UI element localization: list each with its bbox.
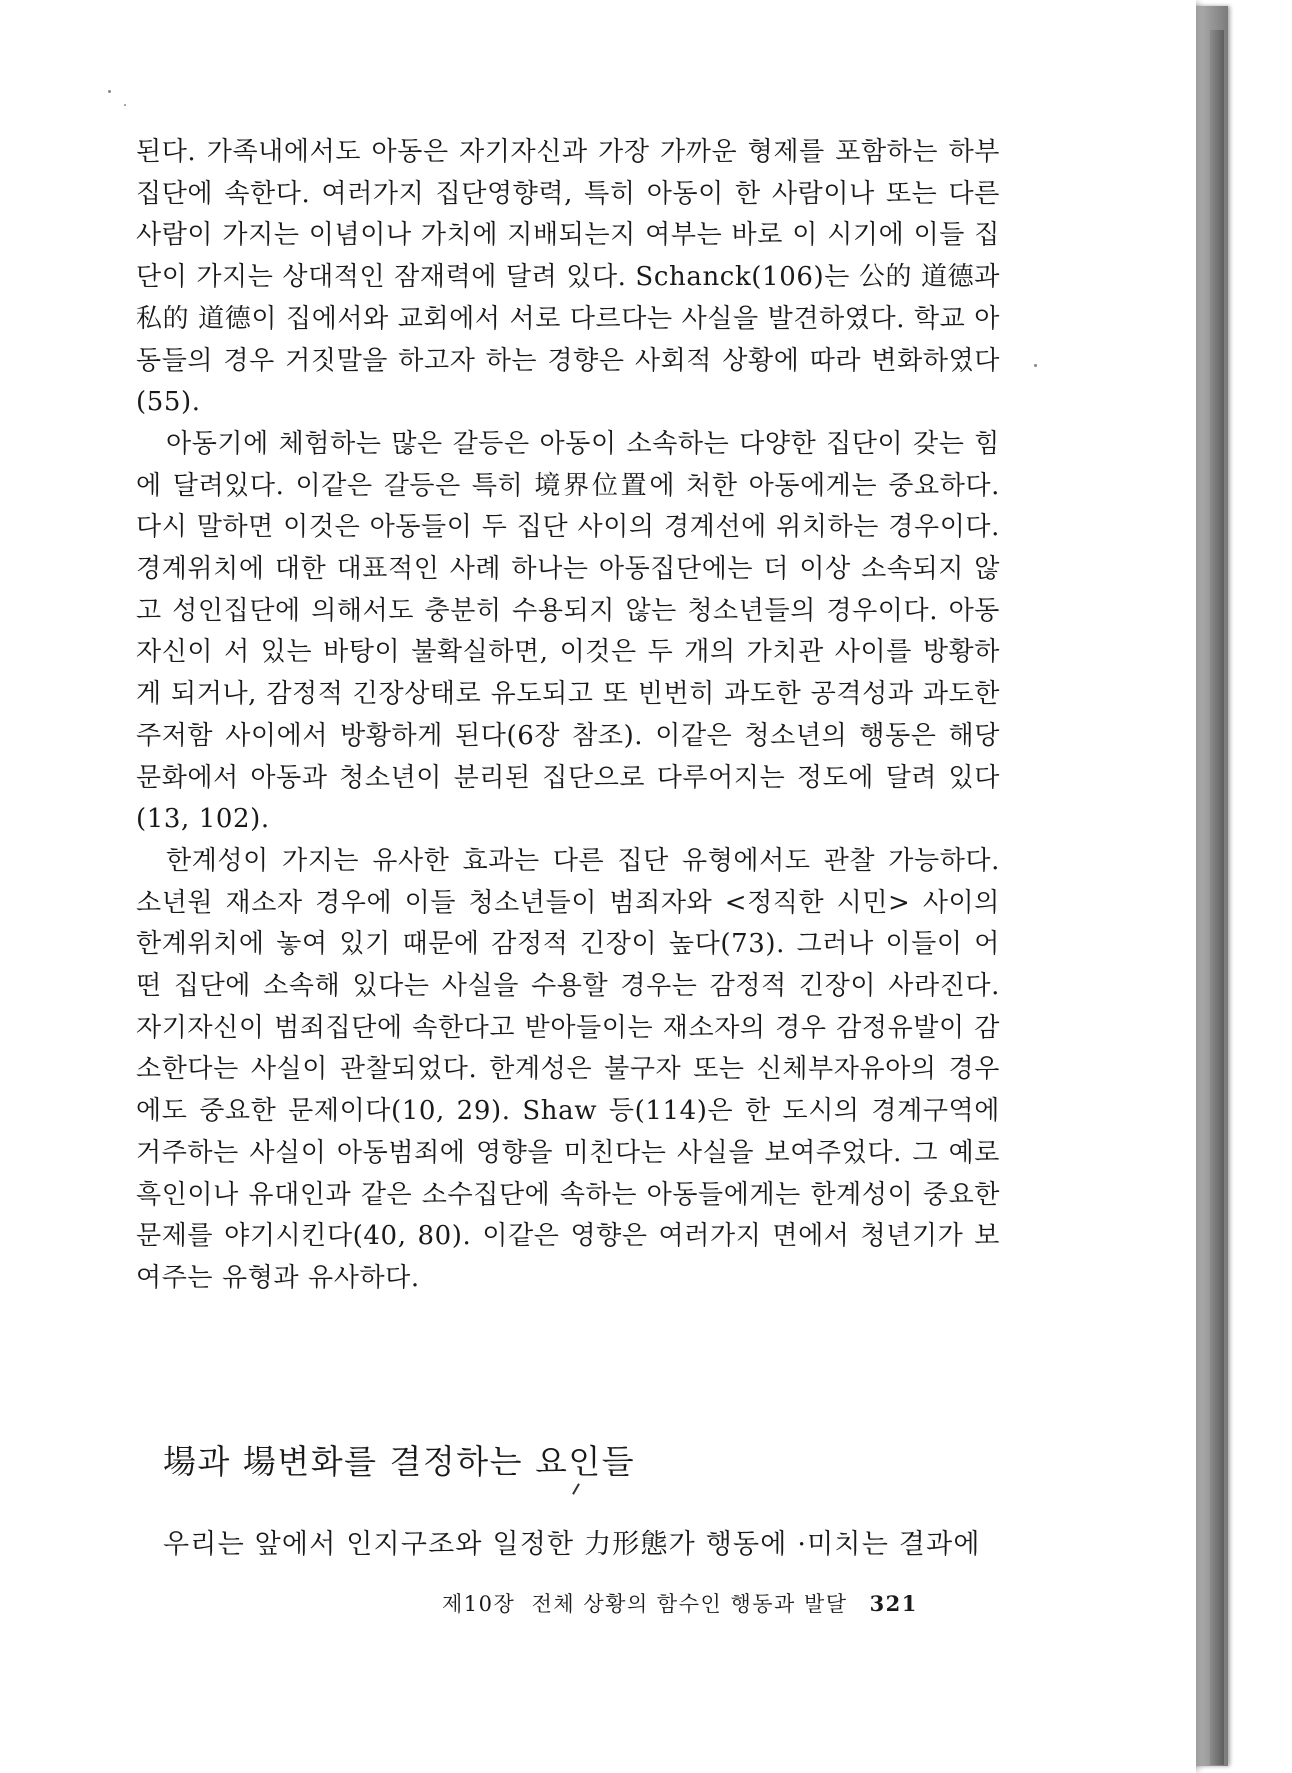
- section-heading: 場과 場변화를 결정하는 요인들: [163, 1442, 636, 1481]
- paragraph: 된다. 가족내에서도 아동은 자기자신과 가장 가까운 형제를 포함하는 하부집단에 속한다. 여러가지 집단영향력, 특히 아동이 한 사람이나 또는 다른 사람이 가지는 이념이나 가치에 지배되는지 여부는 바로 이 시기에 이들 집단이 가지는 상대적인 잠재력에 달려 있다. Schanck(106)는 公的 道德과 私的 道德이 집에서와 교회에서 서로 다르다는 사실을 발견하였다. 학교 아동들의 경우 거짓말을 하고자 하는 경향은 사회적 상황에 따라 변화하였다(55).: [136, 137, 1000, 418]
- running-footer: [442, 1588, 918, 1618]
- page-stack-edge: [1210, 30, 1224, 1765]
- footer-chapter-title: 제10장 전체 상황의 함수인 행동과 발달: [442, 1592, 848, 1616]
- body-text: [136, 132, 1000, 1300]
- paper-speck: [124, 104, 126, 106]
- paper-speck: [1034, 364, 1037, 367]
- section-first-line: 우리는 앞에서 인지구조와 일정한 力形態가 행동에 ·미치는 결과에: [163, 1529, 981, 1560]
- paragraph: 한계성이 가지는 유사한 효과는 다른 집단 유형에서도 관찰 가능하다. 소년원 재소자 경우에 이들 청소년들이 범죄자와 <정직한 시민> 사이의 한계위치에 놓여 있기 때문에 감정적 긴장이 높다(73). 그러나 이들이 어떤 집단에 소속해 있다는 사실을 수용할 경우는 감정적 긴장이 사라진다. 자기자신이 범죄집단에 속한다고 받아들이는 재소자의 경우 감정유발이 감소한다는 사실이 관찰되었다. 한계성은 불구자 또는 신체부자유아의 경우에도 중요한 문제이다(10, 29). Shaw 등(114)은 한 도시의 경계구역에 거주하는 사실이 아동범죄에 영향을 미친다는 사실을 보여주었다. 그 예로 흑인이나 유대인과 같은 소수집단에 속하는 아동들에게는 한계성이 중요한 문제를 야기시킨다(40, 80). 이같은 영향은 여러가지 면에서 청년기가 보여주는 유형과 유사하다.: [136, 845, 1000, 1293]
- page-number: 321: [869, 1591, 918, 1616]
- pen-mark: [572, 1483, 580, 1494]
- paragraph: 아동기에 체험하는 많은 갈등은 아동이 소속하는 다양한 집단이 갖는 힘에 달려있다. 이같은 갈등은 특히 境界位置에 처한 아동에게는 중요하다. 다시 말하면 이것은 아동들이 두 집단 사이의 경계선에 위치하는 경우이다. 경계위치에 대한 대표적인 사례 하나는 아동집단에는 더 이상 소속되지 않고 성인집단에 의해서도 충분히 수용되지 않는 청소년들의 경우이다. 아동자신이 서 있는 바탕이 불확실하면, 이것은 두 개의 가치관 사이를 방황하게 되거나, 감정적 긴장상태로 유도되고 또 빈번히 과도한 공격성과 과도한 주저함 사이에서 방황하게 된다(6장 참조). 이같은 청소년의 행동은 해당 문화에서 아동과 청소년이 분리된 집단으로 다루어지는 정도에 달려 있다(13, 102).: [136, 428, 1000, 835]
- paper-speck: [108, 90, 111, 93]
